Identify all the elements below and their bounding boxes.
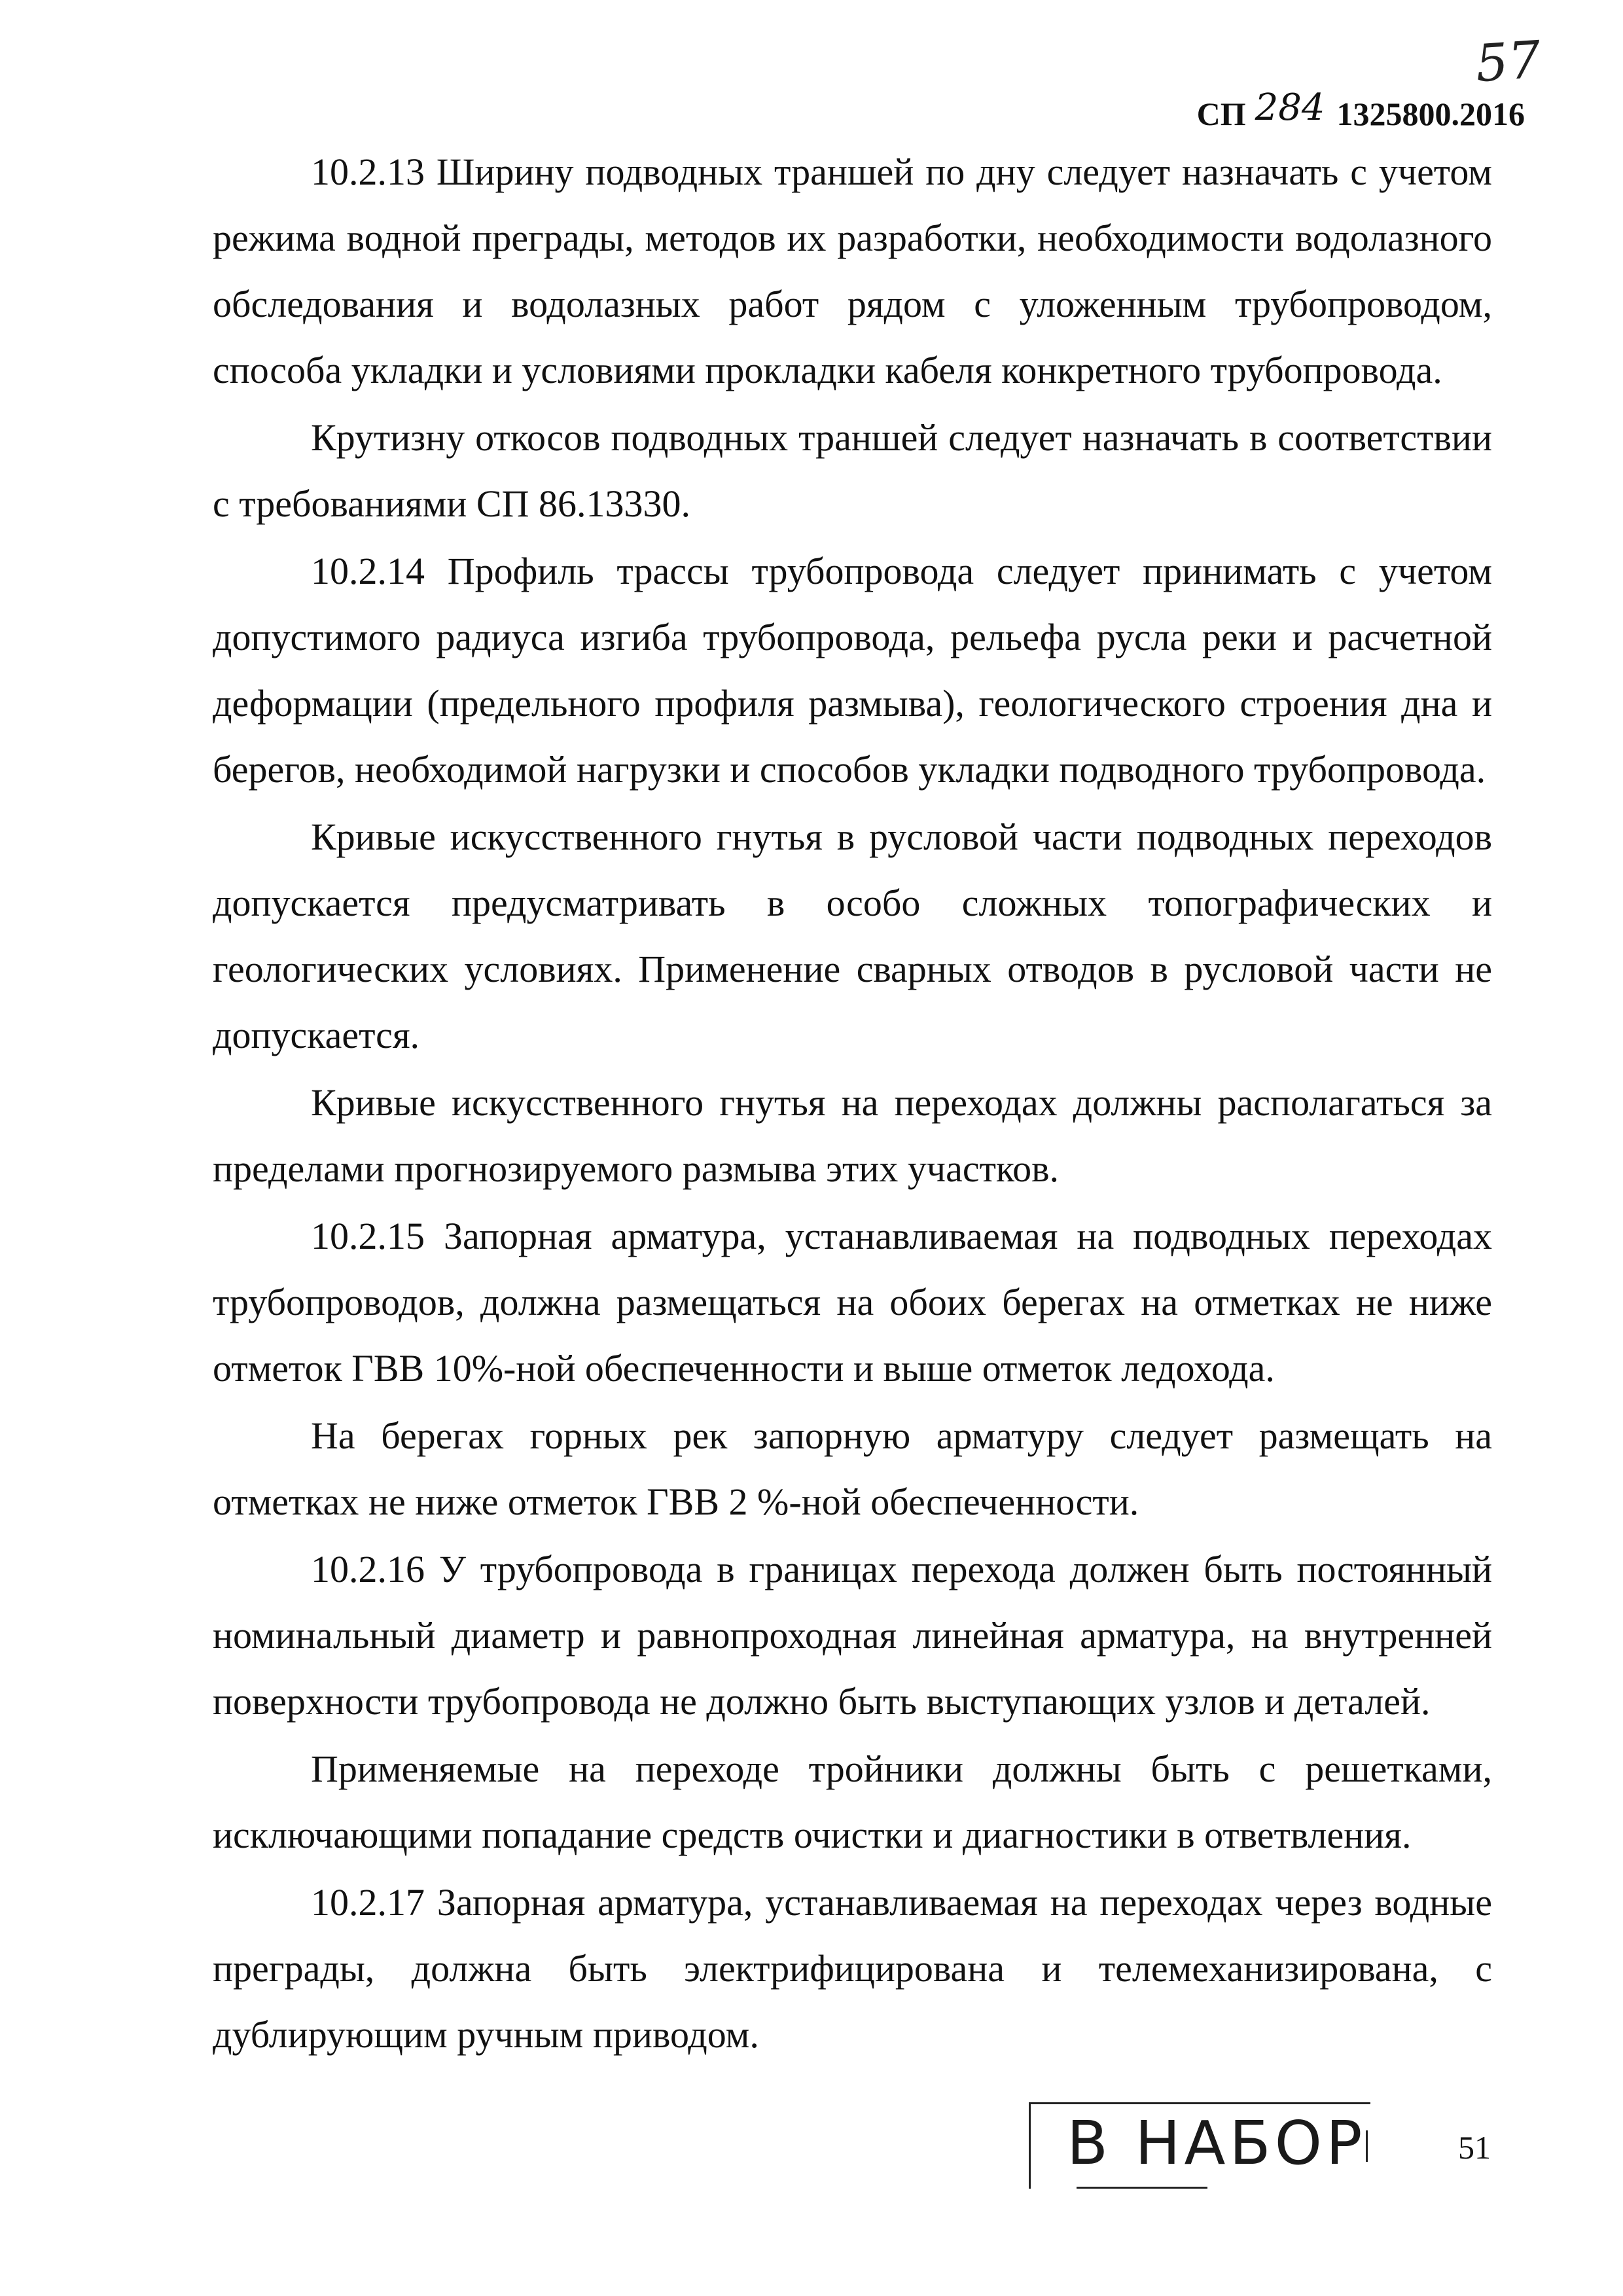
stamp-text: В НАБОР xyxy=(1067,2108,1366,2178)
paragraph: Кривые искусственного гнутья в русловой части подводных переходов допускается предусматривать в особо сложных топографических и геологических условиях. Применение сварных отводов в русловой части не допускается. xyxy=(213,816,1492,1056)
doc-code-handwritten: 284 xyxy=(1255,86,1325,129)
doc-code-prefix: СП xyxy=(1196,96,1246,132)
stamp-border-mark xyxy=(1077,2187,1207,2189)
paragraph: 10.2.15 Запорная арматура, устанавливаемая на подводных переходах трубопроводов, должна размещаться на обоих берегах на отметках не ниже отметок ГВВ 10%-ной обеспеченности и выше отметок ледохода. xyxy=(213,1215,1492,1390)
paragraph: На берегах горных рек запорную арматуру следует размещать на отметках не ниже отметок ГВВ 2 %-ной обеспеченности. xyxy=(213,1414,1492,1523)
doc-code-number: 1325800.2016 xyxy=(1336,96,1525,132)
paragraph: Крутизну откосов подводных траншей следует назначать в соответствии с требованиями СП 86.13330. xyxy=(213,416,1492,525)
page-number: 51 xyxy=(1458,2129,1491,2166)
paragraph: 10.2.14 Профиль трассы трубопровода следует принимать с учетом допустимого радиуса изгиба трубопровода, рельефа русла реки и расчетной деформации (предельного профиля размыва), геологического строения дна и берегов, необходимой нагрузки и способов укладки подводного трубопровода. xyxy=(213,550,1492,791)
paragraph: 10.2.17 Запорная арматура, устанавливаемая на переходах через водные преграды, должна быть электрифицирована и телемеханизирована, с дублирующим ручным приводом. xyxy=(213,1881,1492,2056)
paragraph: 10.2.13 Ширину подводных траншей по дну следует назначать с учетом режима водной преграды, методов их разработки, необходимости водолазного обследования и водолазных работ рядом с уложенным трубопроводом, способа укладки и условиями прокладки кабеля конкретного трубопровода. xyxy=(213,151,1492,391)
handwritten-page-number: 57 xyxy=(1473,30,1543,94)
paragraph: Кривые искусственного гнутья на переходах должны располагаться за пределами прогнозируемого размыва этих участков. xyxy=(213,1081,1492,1190)
stamp-border-mark xyxy=(1366,2130,1368,2162)
body-text xyxy=(213,139,1492,2069)
document-code-header xyxy=(1196,86,1525,134)
paragraph: Применяемые на переходе тройники должны быть с решетками, исключающими попадание средств очистки и диагностики в ответвления. xyxy=(213,1748,1492,1856)
paragraph: 10.2.16 У трубопровода в границах перехода должен быть постоянный номинальный диаметр и равнопроходная линейная арматура, на внутренней поверхности трубопровода не должно быть выступающих узлов и деталей. xyxy=(213,1548,1492,1723)
typesetting-stamp xyxy=(1029,2102,1370,2189)
